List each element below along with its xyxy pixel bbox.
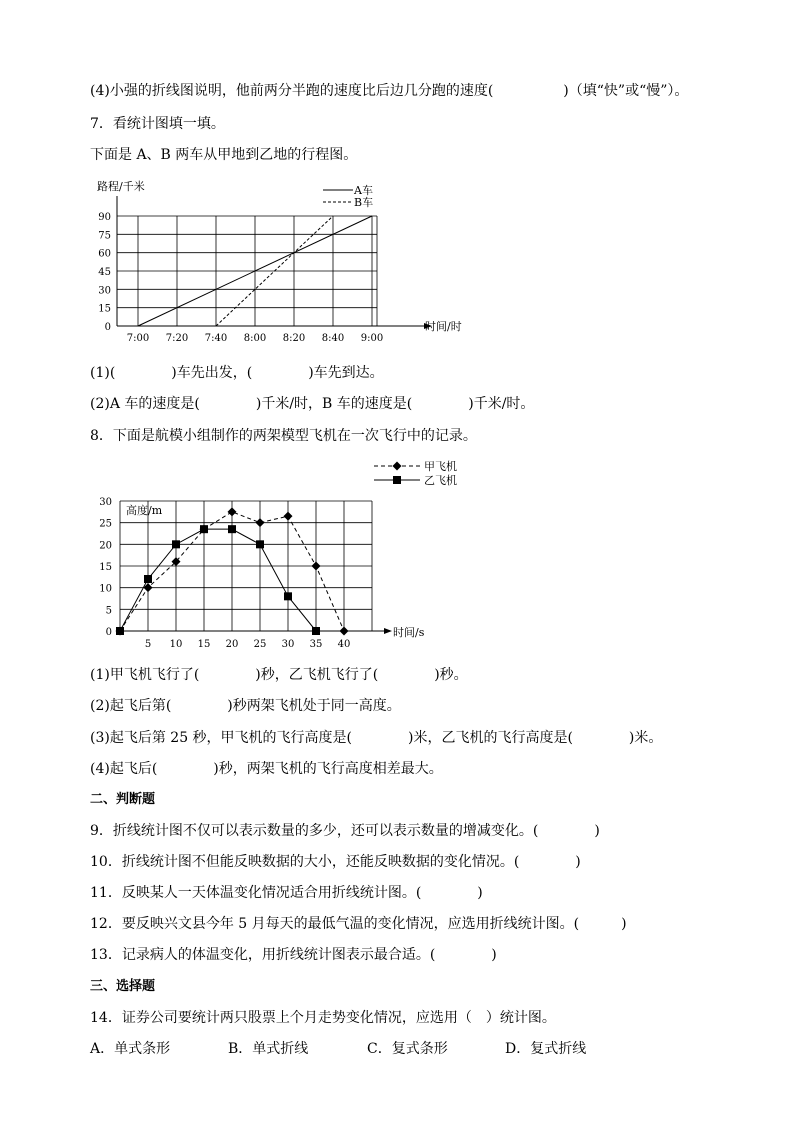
y-tick-label: 90 bbox=[98, 212, 111, 223]
point-marker-yi bbox=[312, 627, 320, 635]
point-marker-jia bbox=[312, 562, 321, 571]
point-marker-yi bbox=[284, 592, 292, 600]
y-axis-label: 高度/m bbox=[126, 504, 163, 517]
x-tick-label: 40 bbox=[337, 639, 351, 650]
x-tick-label: 8:40 bbox=[321, 333, 345, 344]
q6-sub4: (4)小强的折线图说明，他前两分半跑的速度比后边几分跑的速度( )（填“快”或“慢”）。 bbox=[90, 83, 689, 99]
x-axis-arrow bbox=[384, 628, 392, 634]
option-c: C．复式条形 bbox=[367, 1041, 448, 1057]
q14: 14．证券公司要统计两只股票上个月走势变化情况，应选用（ ）统计图。 bbox=[90, 1010, 556, 1026]
q8-title: 8．下面是航模小组制作的两架模型飞机在一次飞行中的记录。 bbox=[90, 428, 477, 444]
y-tick-label: 10 bbox=[99, 583, 112, 595]
legend-label: A车 bbox=[354, 184, 373, 197]
q10: 10．折线统计图不但能反映数据的大小，还能反映数据的变化情况。( ) bbox=[90, 854, 581, 870]
y-tick-label: 0 bbox=[105, 627, 112, 638]
q7-title: 7．看统计图填一填。 bbox=[90, 116, 225, 132]
x-tick-label: 25 bbox=[253, 639, 267, 650]
q8-sub1: (1)甲飞机飞行了( )秒，乙飞机飞行了( )秒。 bbox=[90, 667, 468, 683]
x-tick-label: 30 bbox=[281, 639, 295, 650]
point-marker-jia bbox=[256, 518, 265, 527]
q8-sub2: (2)起飞后第( )秒两架飞机处于同一高度。 bbox=[90, 698, 401, 714]
y-tick-label: 45 bbox=[98, 267, 111, 278]
x-tick-label: 7:20 bbox=[165, 333, 189, 344]
section2-heading: 二、判断题 bbox=[90, 792, 156, 807]
y-tick-label: 20 bbox=[99, 540, 112, 552]
section3-heading: 三、选择题 bbox=[90, 979, 156, 994]
point-marker-jia bbox=[228, 507, 237, 516]
point-marker-yi bbox=[172, 540, 180, 548]
point-marker-jia bbox=[340, 627, 349, 636]
x-tick-label: 5 bbox=[144, 639, 152, 650]
q7-sub2: (2)A 车的速度是( )千米/时，B 车的速度是( )千米/时。 bbox=[90, 396, 535, 412]
y-tick-label: 5 bbox=[105, 605, 112, 617]
x-tick-label: 8:20 bbox=[282, 333, 306, 344]
legend-label: B车 bbox=[354, 196, 374, 209]
point-marker-yi bbox=[256, 540, 264, 548]
travel-chart bbox=[85, 178, 485, 348]
q7-sub1: (1)( )车先出发，( )车先到达。 bbox=[90, 365, 384, 381]
x-axis-label: 时间/时 bbox=[425, 320, 462, 333]
y-tick-label: 15 bbox=[98, 303, 111, 315]
q8-sub4: (4)起飞后( )秒，两架飞机的飞行高度相差最大。 bbox=[90, 761, 443, 777]
legend-marker bbox=[393, 476, 401, 484]
x-tick-label: 8:00 bbox=[243, 333, 267, 344]
q8-sub3: (3)起飞后第 25 秒，甲飞机的飞行高度是( )米，乙飞机的飞行高度是( )米。 bbox=[90, 730, 663, 746]
y-tick-label: 60 bbox=[98, 248, 111, 260]
point-marker-yi bbox=[228, 525, 236, 533]
x-tick-label: 15 bbox=[197, 639, 211, 650]
q7-intro: 下面是 A、B 两车从甲地到乙地的行程图。 bbox=[90, 147, 358, 163]
plane-chart bbox=[85, 455, 485, 655]
legend-marker bbox=[393, 462, 402, 471]
x-tick-label: 35 bbox=[309, 639, 323, 650]
x-tick-label: 9:00 bbox=[360, 333, 384, 344]
q9: 9．折线统计图不仅可以表示数量的多少，还可以表示数量的增减变化。( ) bbox=[90, 823, 600, 839]
y-tick-label: 30 bbox=[98, 285, 111, 297]
y-tick-label: 25 bbox=[99, 518, 112, 530]
option-b: B．单式折线 bbox=[228, 1041, 309, 1057]
y-axis-label: 路程/千米 bbox=[97, 180, 145, 193]
legend-label: 甲飞机 bbox=[424, 460, 457, 473]
y-tick-label: 0 bbox=[104, 322, 111, 333]
y-tick-label: 75 bbox=[98, 230, 111, 242]
point-marker-jia bbox=[284, 512, 293, 521]
option-a: A．单式条形 bbox=[90, 1041, 171, 1057]
point-marker-yi bbox=[144, 575, 152, 583]
x-tick-label: 20 bbox=[225, 639, 239, 650]
x-axis-label: 时间/s bbox=[393, 626, 425, 639]
q12: 12．要反映兴文县今年 5 月每天的最低气温的变化情况，应选用折线统计图。( ) bbox=[90, 916, 627, 932]
x-tick-label: 7:00 bbox=[126, 333, 150, 344]
q13: 13．记录病人的体温变化，用折线统计图表示最合适。( ) bbox=[90, 947, 497, 963]
option-d: D．复式折线 bbox=[505, 1041, 587, 1057]
q11: 11．反映某人一天体温变化情况适合用折线统计图。( ) bbox=[90, 885, 483, 901]
x-tick-label: 7:40 bbox=[204, 333, 228, 344]
y-tick-label: 30 bbox=[99, 497, 112, 508]
y-tick-label: 15 bbox=[99, 562, 112, 573]
legend-label: 乙飞机 bbox=[424, 474, 457, 487]
x-tick-label: 10 bbox=[169, 639, 183, 650]
